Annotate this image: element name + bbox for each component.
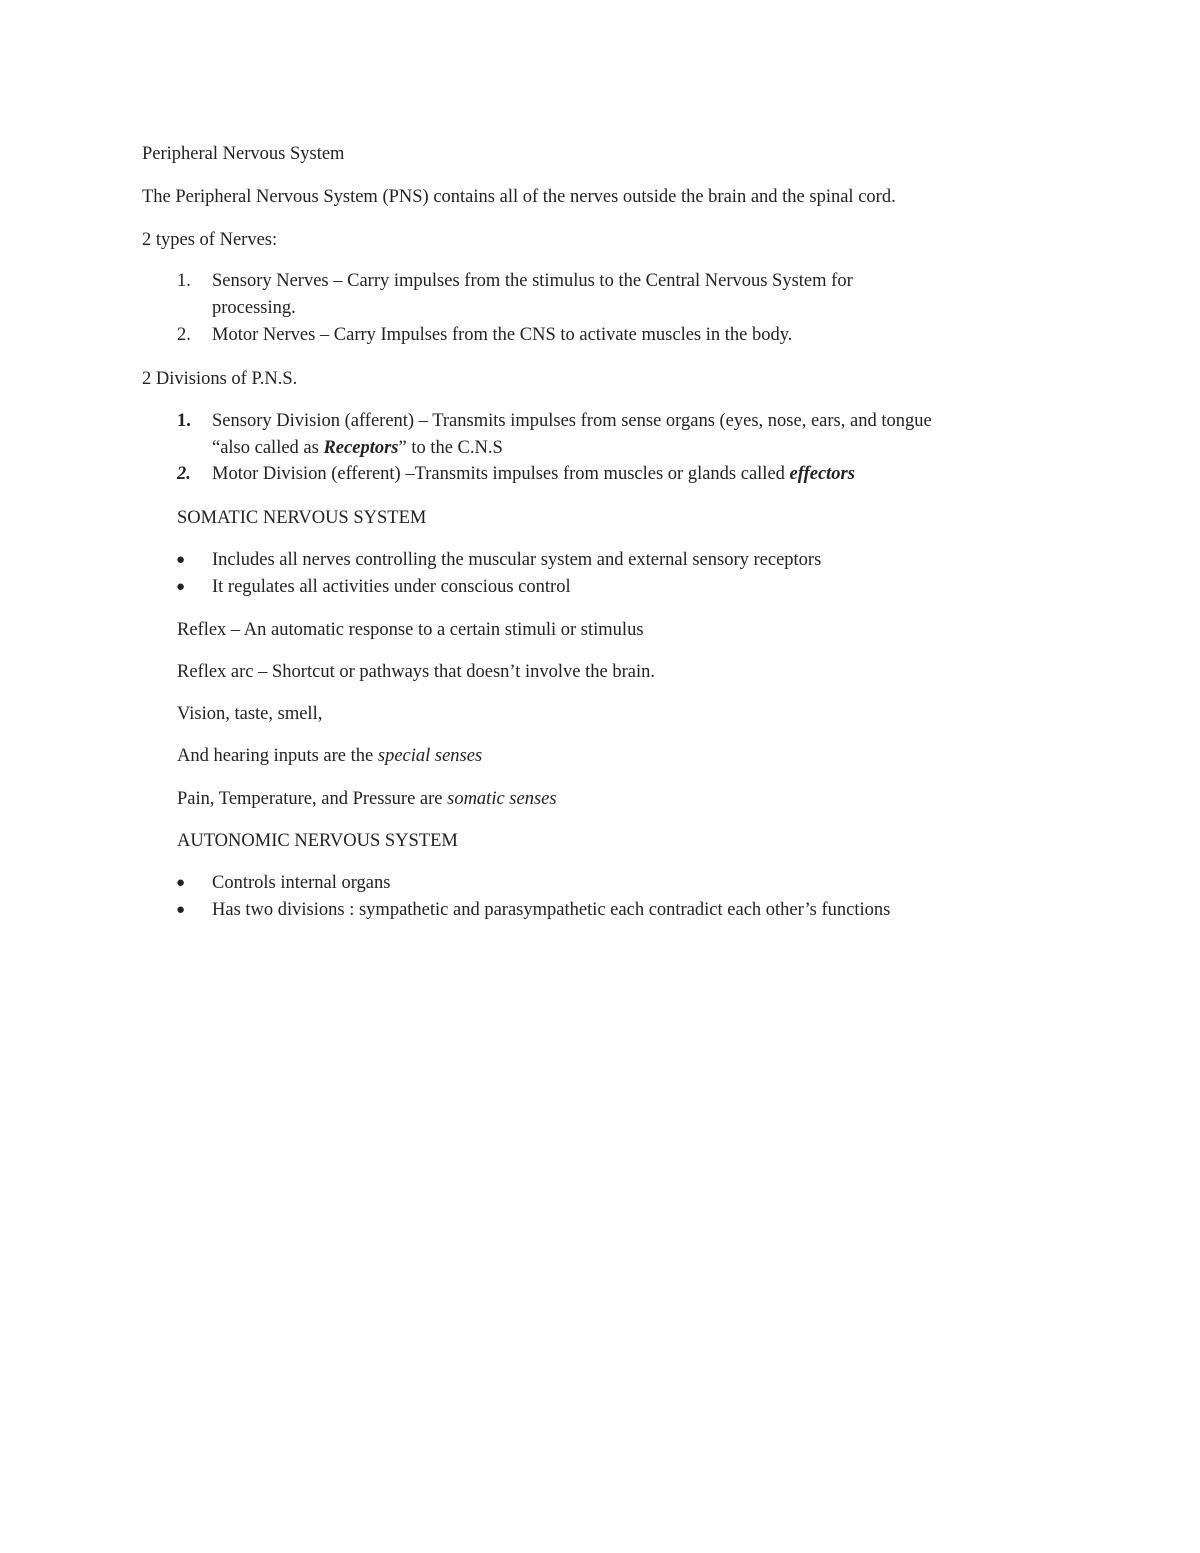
list-item-text: Includes all nerves controlling the muscular system and external sensory receptors bbox=[212, 550, 822, 570]
bullet-icon: ● bbox=[176, 902, 186, 918]
reflex-arc-definition: Reflex arc – Shortcut or pathways that doesn’t involve the brain. bbox=[177, 662, 655, 682]
somatic-senses-line bbox=[177, 786, 557, 813]
list-item-text bbox=[212, 461, 855, 488]
text-run: Motor Division (efferent) –Transmits impulses from muscles or glands called bbox=[212, 464, 790, 484]
list-item-text: Controls internal organs bbox=[212, 873, 391, 893]
list-item-text: It regulates all activities under conscious control bbox=[212, 577, 571, 597]
list-item-text: Sensory Division (afferent) – Transmits impulses from sense organs (eyes, nose, ears, and tongue bbox=[212, 411, 932, 431]
bullet-icon: ● bbox=[176, 579, 186, 595]
emphasized-term: special senses bbox=[377, 746, 483, 766]
somatic-heading: SOMATIC NERVOUS SYSTEM bbox=[177, 508, 427, 528]
list-marker: 2. bbox=[177, 325, 191, 345]
emphasized-term: Receptors bbox=[323, 438, 399, 458]
list-marker: 2. bbox=[177, 464, 191, 484]
list-item-text: Sensory Nerves – Carry impulses from the stimulus to the Central Nervous System for bbox=[212, 271, 853, 291]
special-senses-line bbox=[177, 743, 482, 770]
intro-paragraph: The Peripheral Nervous System (PNS) contains all of the nerves outside the brain and the spinal cord. bbox=[142, 187, 896, 207]
list-item-text-continued: processing. bbox=[212, 298, 296, 318]
bullet-icon: ● bbox=[176, 552, 186, 568]
text-run: ” to the C.N.S bbox=[398, 438, 503, 458]
text-run: Pain, Temperature, and Pressure are bbox=[177, 789, 448, 809]
emphasized-term: somatic senses bbox=[447, 789, 557, 809]
autonomic-heading: AUTONOMIC NERVOUS SYSTEM bbox=[177, 831, 458, 851]
list-item-text: Motor Nerves – Carry Impulses from the CNS to activate muscles in the body. bbox=[212, 325, 793, 345]
text-run: And hearing inputs are the bbox=[177, 746, 378, 766]
list-marker: 1. bbox=[177, 411, 191, 431]
list-marker: 1. bbox=[177, 271, 191, 291]
list-item-text: Has two divisions : sympathetic and parasympathetic each contradict each other’s functions bbox=[212, 900, 891, 920]
document-title: Peripheral Nervous System bbox=[142, 144, 345, 164]
list-item-text-continued bbox=[212, 435, 503, 462]
divisions-heading: 2 Divisions of P.N.S. bbox=[142, 369, 298, 389]
text-run: “also called as bbox=[212, 438, 324, 458]
reflex-definition: Reflex – An automatic response to a certain stimuli or stimulus bbox=[177, 620, 644, 640]
senses-line: Vision, taste, smell, bbox=[177, 704, 323, 724]
emphasized-term: effectors bbox=[789, 464, 855, 484]
bullet-icon: ● bbox=[176, 875, 186, 891]
types-heading: 2 types of Nerves: bbox=[142, 230, 278, 250]
